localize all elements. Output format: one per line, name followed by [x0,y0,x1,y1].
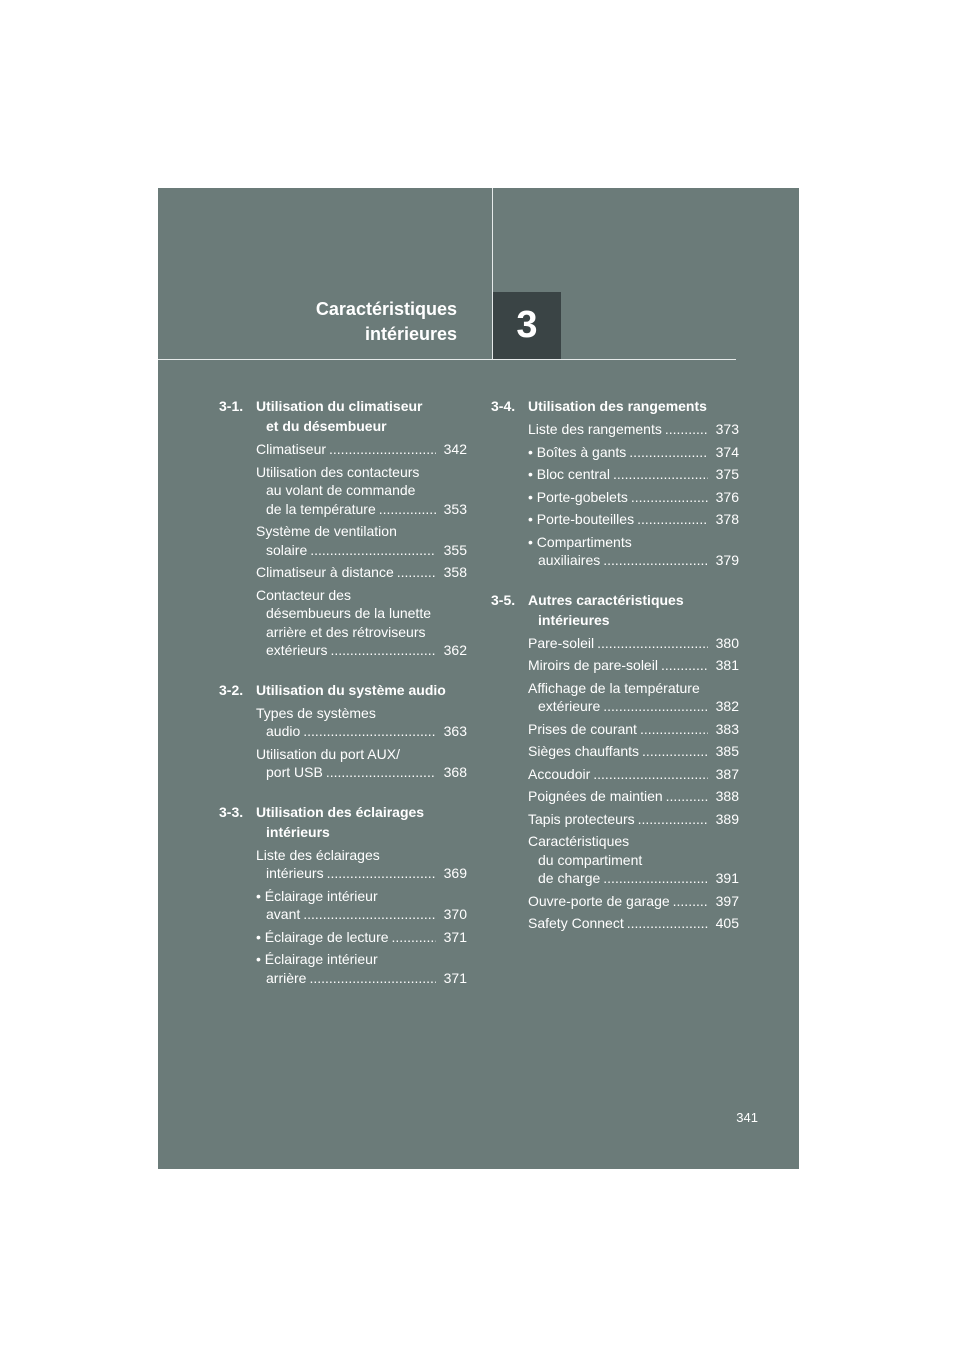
toc-entry-page: 383 [715,720,739,737]
section-title-line: Utilisation du climatiseur [256,398,423,414]
toc-entry-line [256,604,467,623]
toc-entry-text: Prises de courant [528,720,637,737]
toc-entry-line [528,697,739,716]
section-title-line: intérieurs [266,823,330,840]
toc-entry-text: Liste des rangements [528,421,662,437]
toc-entry-page: 358 [443,564,467,580]
toc-entry [256,846,467,883]
section-heading [491,590,739,630]
dot-leader [673,892,708,911]
toc-entry-text: Liste des éclairages [256,846,380,863]
toc-entry-text: Système de ventilation [256,523,397,539]
toc-entry-line [528,742,739,761]
toc-entry-text: • Porte-gobelets [528,488,628,505]
toc-entry-line [528,851,739,870]
toc-entry [528,720,739,739]
toc-entry-line [256,500,467,519]
toc-entry-page: 381 [715,657,739,673]
toc-entry-text: de charge [538,870,601,886]
toc-section [219,396,467,660]
toc-entry-line [256,745,467,764]
toc-entry [528,810,739,829]
toc-entry-text: Caractéristiques [528,833,630,849]
chapter-number: 3 [516,304,538,346]
toc-entry-text: Affichage de la température [528,679,700,696]
toc-entry-page: 362 [443,642,467,658]
toc-entry [256,704,467,741]
toc-entry-text: de la température [266,500,376,517]
dot-leader [310,541,436,560]
toc-entry-text: Climatiseur à distance [256,564,394,580]
toc-entry [528,656,739,675]
toc-entry-line [256,440,467,459]
toc-entry-text: • Boîtes à gants [528,443,627,460]
dot-leader [327,864,436,883]
toc-entry-line [256,864,467,883]
dot-leader [603,869,708,888]
dot-leader [631,488,708,507]
toc-entry-line [528,787,739,806]
dot-leader [629,443,708,462]
chapter-page [158,188,799,1169]
toc-entry-text: désembueurs de la lunette [266,605,431,621]
toc-entry-page: 376 [715,488,739,505]
toc-entry-page: 405 [715,915,739,931]
dot-leader [627,914,708,933]
dot-leader [642,742,708,761]
toc-entry-page: 378 [715,511,739,527]
toc-column-left [219,396,467,1007]
toc-entry-text: Climatiseur [256,441,327,457]
dot-leader [303,722,436,741]
chapter-title-line2: intérieures [364,324,457,344]
section-heading [491,396,739,416]
toc-entry-text: extérieure [538,698,601,714]
toc-entry-line [528,656,739,675]
dot-leader [397,563,436,582]
toc-entry-line [528,510,739,529]
section-heading [219,680,467,700]
toc-column-right [491,396,739,953]
toc-entry [256,586,467,660]
toc-entry-text: • Éclairage intérieur [256,887,378,904]
toc-entry-line [528,869,739,888]
toc-section [491,396,739,570]
toc-entry-line [256,928,467,947]
toc-entry-page: 385 [715,743,739,759]
toc-entry-line [256,641,467,660]
toc-entry-line [256,905,467,924]
divider-horizontal [158,359,736,360]
dot-leader [603,697,708,716]
section-number: 3-1. [219,398,244,414]
dot-leader [597,634,708,653]
toc-entry-page: 369 [443,865,467,881]
toc-entry-line [528,720,739,739]
toc-entry-text: Pare-soleil [528,634,595,651]
toc-entry-line [256,969,467,988]
toc-entry [528,679,739,716]
toc-entry-line [528,832,739,851]
section-title [256,396,467,436]
toc-entry-text: avant [266,906,301,922]
toc-entry [256,440,467,459]
toc-entry [528,634,739,653]
toc-entry-line [528,765,739,784]
dot-leader [661,656,708,675]
toc-entry-page: 388 [715,788,739,804]
toc-entry-page: 355 [443,541,467,558]
toc-entry-page: 397 [715,892,739,909]
toc-entry-line [528,420,739,439]
dot-leader [309,969,436,988]
toc-entry-line [256,541,467,560]
toc-entry-text: Types de systèmes [256,704,376,721]
toc-entry-page: 342 [443,441,467,457]
toc-entry-text: auxiliaires [538,552,601,568]
toc-entry-page: 371 [443,969,467,986]
section-title [528,590,739,630]
chapter-title [316,297,457,347]
toc-entry [528,465,739,484]
toc-entry-line [256,704,467,723]
toc-entry-page: 375 [715,466,739,482]
toc-entry-text: du compartiment [538,851,643,868]
section-entries [528,420,739,570]
section-title [528,396,739,416]
toc-entry-text: Sièges chauffants [528,743,640,759]
toc-entry [528,533,739,570]
toc-entry-text: • Porte-bouteilles [528,511,635,527]
dot-leader [665,420,708,439]
section-title [256,680,467,700]
toc-entry-page: 391 [715,870,739,886]
section-title-line: et du désembueur [266,418,387,434]
toc-entry-page: 353 [443,500,467,517]
toc-entry [256,563,467,582]
toc-entry-line [528,465,739,484]
section-number: 3-2. [219,681,244,698]
toc-entry-page: 371 [443,928,467,945]
section-number: 3-5. [491,591,516,608]
dot-leader [329,440,436,459]
section-entries [256,704,467,782]
toc-entry [256,928,467,947]
toc-entry-text: arrière et des rétroviseurs [266,623,426,640]
dot-leader [326,763,436,782]
toc-entry-line [528,443,739,462]
toc-entry-line [528,679,739,698]
section-heading [219,396,467,436]
toc-entry-text: Utilisation du port AUX/ [256,745,400,762]
page-number: 341 [736,1110,758,1125]
chapter-title-line1: Caractéristiques [315,299,457,319]
toc-entry [528,765,739,784]
toc-entry-line [256,950,467,969]
toc-entry-text: solaire [266,541,308,558]
toc-entry-line [256,563,467,582]
dot-leader [613,465,708,484]
toc-section [219,802,467,988]
toc-entry-line [528,551,739,570]
toc-entry [528,892,739,911]
toc-entry [528,420,739,439]
toc-entry-page: 379 [715,552,739,568]
toc-entry-line [256,481,467,500]
toc-entry-line [256,722,467,741]
toc-entry-text: Ouvre-porte de garage [528,892,670,909]
toc-entry-text: audio [266,723,301,739]
toc-entry-line [256,522,467,541]
toc-entry-text: • Bloc central [528,466,610,482]
toc-entry-page: 382 [715,698,739,714]
dot-leader [379,500,436,519]
toc-entry-line [528,914,739,933]
section-entries [528,634,739,933]
toc-entry-text: Accoudoir [528,765,591,782]
section-heading [219,802,467,842]
toc-entry-page: 387 [715,765,739,782]
dot-leader [593,765,708,784]
dot-leader [392,928,436,947]
toc-entry-text: • Éclairage de lecture [256,928,389,945]
toc-entry-text: arrière [266,969,307,986]
toc-section [219,680,467,782]
toc-entry-text: extérieurs [266,642,328,658]
dot-leader [640,720,708,739]
toc-entry-text: Utilisation des contacteurs [256,463,420,480]
toc-entry-line [256,623,467,642]
toc-entry-line [528,810,739,829]
toc-entry-text: intérieurs [266,865,324,881]
toc-entry-line [256,887,467,906]
toc-entry [256,463,467,519]
section-title-line: Utilisation du système audio [256,681,446,698]
toc-entry [528,488,739,507]
section-title-line: Utilisation des rangements [528,398,707,414]
toc-entry [256,745,467,782]
section-number: 3-4. [491,398,516,414]
dot-leader [638,810,708,829]
toc-entry-line [528,634,739,653]
toc-entry [528,787,739,806]
section-number: 3-3. [219,803,244,820]
dot-leader [303,905,436,924]
toc-entry-line [256,586,467,605]
toc-entry-page: 370 [443,906,467,922]
section-title-line: Utilisation des éclairages [256,803,425,820]
toc-entry-text: • Compartiments [528,533,632,550]
toc-entry-page: 368 [443,764,467,780]
toc-entry-line [528,892,739,911]
section-entries [256,846,467,988]
dot-leader [637,510,708,529]
toc-entry-text: Safety Connect [528,915,624,931]
toc-entry-text: Tapis protecteurs [528,810,635,827]
toc-entry-line [256,463,467,482]
toc-entry-text: au volant de commande [266,482,416,498]
toc-entry [256,522,467,559]
toc-entry-line [528,533,739,552]
toc-entry [528,742,739,761]
section-title-line: Autres caractéristiques [528,591,684,608]
toc-entry-line [528,488,739,507]
toc-entry [528,914,739,933]
toc-entry [256,887,467,924]
dot-leader [603,551,708,570]
toc-entry [528,832,739,888]
toc-entry-page: 374 [715,443,739,460]
toc-entry-page: 380 [715,634,739,651]
toc-entry-page: 389 [715,810,739,827]
toc-entry-line [256,763,467,782]
toc-entry-text: Poignées de maintien [528,788,663,804]
section-entries [256,440,467,660]
toc-entry-text: Contacteur des [256,586,351,603]
toc-entry [528,443,739,462]
section-title [256,802,467,842]
toc-entry-text: port USB [266,764,323,780]
toc-entry-text: Miroirs de pare-soleil [528,657,658,673]
section-title-line: intérieures [538,611,610,628]
toc-entry [256,950,467,987]
toc-entry-line [256,846,467,865]
toc-entry-text: • Éclairage intérieur [256,951,378,967]
dot-leader [666,787,708,806]
toc-entry [528,510,739,529]
chapter-number-badge [493,292,561,359]
toc-entry-page: 363 [443,723,467,739]
toc-section [491,590,739,933]
dot-leader [330,641,436,660]
toc-entry-page: 373 [715,421,739,437]
